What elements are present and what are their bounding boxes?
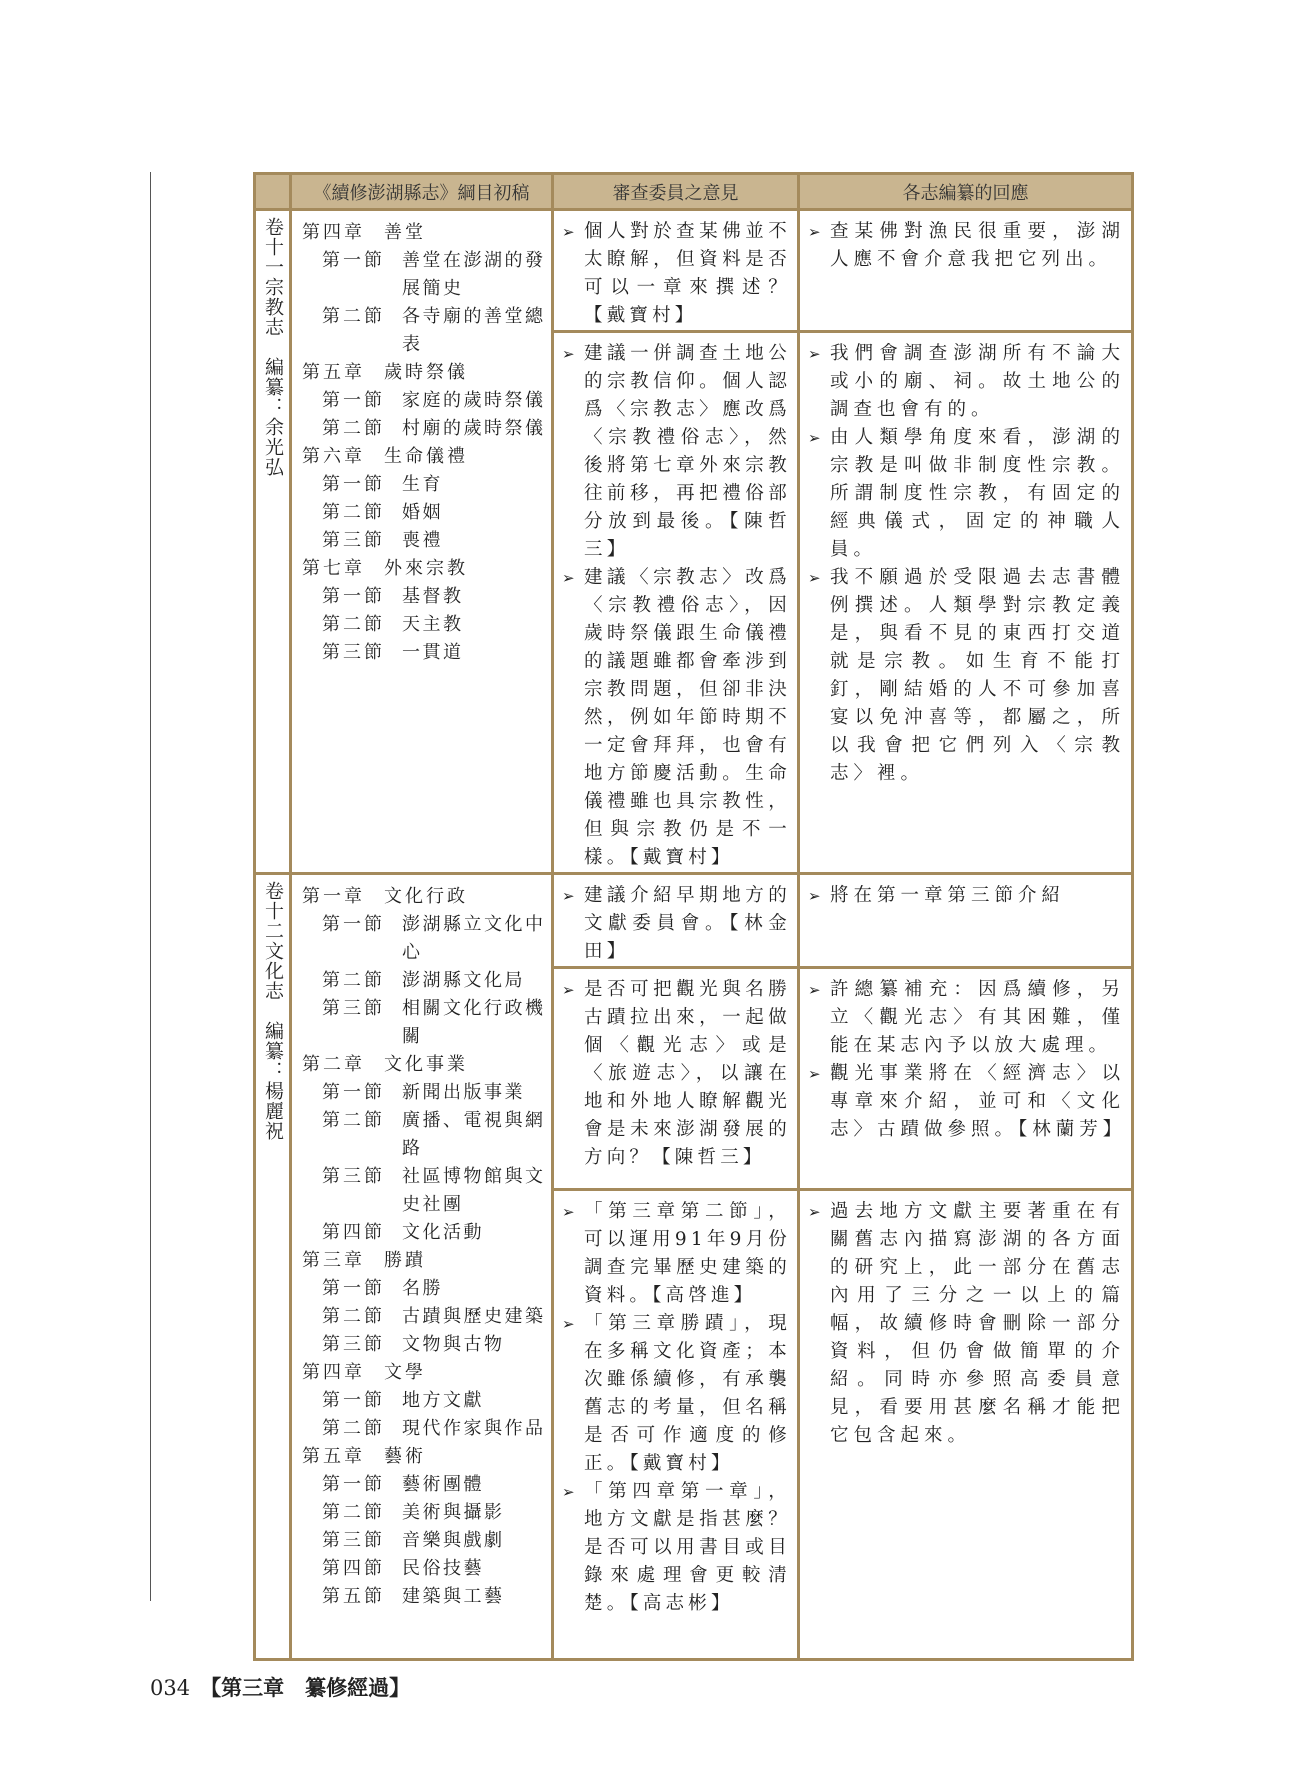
outline-title: 民俗技藝	[402, 1558, 484, 1579]
outline-title: 名勝	[402, 1278, 443, 1299]
outline-number: 第三節	[322, 998, 385, 1019]
opinion-item	[562, 976, 791, 1172]
opinion-cell	[553, 332, 799, 874]
response-cell	[799, 332, 1133, 874]
bullet-text: 將在第一章第三節介紹	[830, 885, 1066, 906]
outline-number: 第一節	[322, 586, 385, 607]
bullet-text: 許總纂補充：因爲續修，另立〈觀光志〉有其困難，僅能在某志內予以放大處理。	[830, 979, 1125, 1056]
outline-number: 第五章	[302, 362, 365, 383]
response-item	[808, 424, 1125, 564]
outline-section	[302, 995, 547, 1051]
outline-title: 村廟的歲時祭儀	[402, 418, 546, 439]
volume-cell	[255, 210, 291, 874]
outline-title: 喪禮	[402, 530, 443, 551]
outline-number: 第二章	[302, 1054, 365, 1075]
outline-number: 第一節	[322, 1474, 385, 1495]
outline-title: 文學	[384, 1362, 426, 1383]
outline-chapter	[302, 359, 547, 387]
outline-number: 第二節	[322, 418, 385, 439]
outline-number: 第一節	[322, 1390, 385, 1411]
bullet-text: 「第四章第一章」，地方文獻是指甚麼？是否可以用書目或目錄來處理會更較清楚。【高志彬】	[584, 1481, 791, 1614]
outline-title: 文化事業	[384, 1054, 468, 1075]
outline-number: 第二節	[322, 970, 385, 991]
response-item	[808, 1198, 1125, 1450]
outline-section	[302, 527, 547, 555]
outline-section	[302, 1415, 547, 1443]
bullet-text: 過去地方文獻主要著重在有關舊志內描寫澎湖的各方面的研究上，此一部分在舊志內用了三分之一以上的篇幅，故續修時會刪除一部分資料，但仍會做簡單的介紹。同時亦參照高委員意見，看要用甚麼名稱才能把它包含起來。	[830, 1201, 1125, 1446]
outline-number: 第二節	[322, 1418, 385, 1439]
volume-label: 卷十一宗教志 編纂：余光弘	[262, 217, 284, 477]
bullet-text: 我們會調查澎湖所有不論大或小的廟、祠。故土地公的調查也會有的。	[830, 343, 1125, 420]
outline-title: 藝術團體	[402, 1474, 484, 1495]
bullet-text: 建議介紹早期地方的文獻委員會。【林金田】	[584, 885, 791, 962]
outline-title: 善堂在澎湖的發展簡史	[402, 250, 546, 299]
outline-section	[302, 1163, 547, 1219]
opinion-item	[562, 882, 791, 966]
outline-section	[302, 303, 547, 359]
outline-title: 生育	[402, 474, 443, 495]
outline-number: 第三節	[322, 530, 385, 551]
outline-section	[302, 247, 547, 303]
header-response: 各志編纂的回應	[799, 174, 1133, 210]
outline-section	[302, 1219, 547, 1247]
outline-chapter	[302, 1247, 547, 1275]
bullet-text: 觀光事業將在〈經濟志〉以專章來介紹，並可和〈文化志〉古蹟做參照。【林蘭芳】	[830, 1063, 1127, 1140]
bullet-text: 「第三章第二節」，可以運用91年9月份調查完畢歷史建築的資料。【高啓進】	[584, 1201, 791, 1306]
opinion-cell	[553, 210, 799, 332]
page-number: 034	[150, 1676, 191, 1700]
outline-section	[302, 1471, 547, 1499]
outline-section	[302, 1331, 547, 1359]
arrow-bullet-icon: ➢	[562, 345, 575, 363]
outline-section	[302, 1583, 547, 1611]
volume-cell	[255, 874, 291, 1660]
outline-number: 第五節	[322, 1586, 385, 1607]
bullet-text: 我不願過於受限過去志書體例撰述。人類學對宗教定義是，與看不見的東西打交道就是宗教。如生育不能打釘，剛結婚的人不可參加喜宴以免沖喜等，都屬之，所以我會把它們列入〈宗教志〉裡。	[830, 567, 1125, 784]
outline-section	[302, 1527, 547, 1555]
outline-title: 音樂與戲劇	[402, 1530, 505, 1551]
outline-section	[302, 1275, 547, 1303]
outline-title: 生命儀禮	[384, 446, 468, 467]
outline-title: 美術與攝影	[402, 1502, 505, 1523]
outline-number: 第一節	[322, 1278, 385, 1299]
outline-section	[302, 415, 547, 443]
response-cell	[799, 1190, 1133, 1660]
header-opinion: 審查委員之意見	[553, 174, 799, 210]
outline-title: 家庭的歲時祭儀	[402, 390, 546, 411]
outline-number: 第三節	[322, 1166, 385, 1187]
outline-number: 第一節	[322, 390, 385, 411]
arrow-bullet-icon: ➢	[562, 1483, 575, 1501]
outline-title: 外來宗教	[384, 558, 468, 579]
opinion-item	[562, 218, 791, 330]
outline-title: 古蹟與歷史建築	[402, 1306, 546, 1327]
outline-number: 第四節	[322, 1222, 385, 1243]
header-volume	[255, 174, 291, 210]
opinion-cell	[553, 874, 799, 968]
outline-number: 第二節	[322, 1502, 385, 1523]
outline-section	[302, 1107, 547, 1163]
outline-section	[302, 911, 547, 967]
outline-cell	[291, 210, 553, 874]
response-cell	[799, 874, 1133, 968]
outline-title: 各寺廟的善堂總表	[402, 306, 546, 355]
outline-cell	[291, 874, 553, 1660]
response-item	[808, 976, 1125, 1060]
outline-number: 第二節	[322, 502, 385, 523]
running-chapter-title: 【第三章 纂修經過】	[200, 1675, 411, 1700]
outline-number: 第二節	[322, 614, 385, 635]
outline-title: 基督教	[402, 586, 464, 607]
outline-section	[302, 1079, 547, 1107]
table-row	[255, 210, 1133, 332]
arrow-bullet-icon: ➢	[808, 429, 821, 447]
table-header-row	[255, 174, 1133, 210]
outline-number: 第二節	[322, 1306, 385, 1327]
outline-section	[302, 611, 547, 639]
volume-label: 卷十二文化志 編纂：楊麗祝	[262, 881, 284, 1141]
outline-title: 廣播、電視與網路	[402, 1110, 546, 1159]
outline-number: 第四章	[302, 222, 365, 243]
arrow-bullet-icon: ➢	[562, 981, 575, 999]
opinion-cell	[553, 968, 799, 1190]
outline-title: 澎湖縣立文化中心	[402, 914, 546, 963]
arrow-bullet-icon: ➢	[808, 569, 821, 587]
outline-number: 第四章	[302, 1362, 365, 1383]
bullet-text: 建議一併調查土地公的宗教信仰。個人認爲〈宗教志〉應改爲〈宗教禮俗志〉，然後將第七章外來宗教往前移，再把禮俗部分放到最後。【陳哲三】	[584, 343, 791, 560]
outline-number: 第三節	[322, 1334, 385, 1355]
outline-section	[302, 387, 547, 415]
outline-title: 社區博物館與文史社團	[402, 1166, 546, 1215]
outline-number: 第四節	[322, 1558, 385, 1579]
outline-section	[302, 1387, 547, 1415]
header-outline: 《續修澎湖縣志》綱目初稿	[291, 174, 553, 210]
outline-section	[302, 583, 547, 611]
outline-number: 第三節	[322, 642, 385, 663]
outline-section	[302, 499, 547, 527]
arrow-bullet-icon: ➢	[808, 345, 821, 363]
outline-title: 澎湖縣文化局	[402, 970, 525, 991]
response-item	[808, 564, 1125, 788]
outline-number: 第一節	[322, 914, 385, 935]
outline-number: 第三章	[302, 1250, 365, 1271]
opinion-cell	[553, 1190, 799, 1660]
outline-title: 文化行政	[384, 886, 468, 907]
arrow-bullet-icon: ➢	[562, 887, 575, 905]
outline-chapter	[302, 219, 547, 247]
outline-section	[302, 639, 547, 667]
arrow-bullet-icon: ➢	[562, 1203, 575, 1221]
page-footer	[150, 1672, 410, 1702]
outline-number: 第三節	[322, 1530, 385, 1551]
response-item	[808, 1060, 1125, 1144]
opinion-item	[562, 564, 791, 872]
opinion-item	[562, 1310, 791, 1478]
bullet-text: 查某佛對漁民很重要，澎湖人應不會介意我把它列出。	[830, 221, 1125, 270]
outline-section	[302, 1555, 547, 1583]
arrow-bullet-icon: ➢	[562, 1315, 575, 1333]
opinion-item	[562, 340, 791, 564]
outline-chapter	[302, 555, 547, 583]
arrow-bullet-icon: ➢	[562, 223, 575, 241]
outline-chapter	[302, 1359, 547, 1387]
arrow-bullet-icon: ➢	[808, 981, 821, 999]
outline-number: 第六章	[302, 446, 365, 467]
opinion-item	[562, 1198, 791, 1310]
outline-title: 現代作家與作品	[402, 1418, 546, 1439]
outline-section	[302, 967, 547, 995]
outline-title: 藝術	[384, 1446, 426, 1467]
outline-number: 第一節	[322, 250, 385, 271]
arrow-bullet-icon: ➢	[808, 887, 821, 905]
outline-chapter	[302, 1443, 547, 1471]
opinion-item	[562, 1478, 791, 1618]
table-row	[255, 874, 1133, 968]
outline-number: 第一節	[322, 474, 385, 495]
outline-title: 新聞出版事業	[402, 1082, 525, 1103]
outline-number: 第二節	[322, 1110, 385, 1131]
response-item	[808, 340, 1125, 424]
bullet-text: 是否可把觀光與名勝古蹟拉出來，一起做個〈觀光志〉或是〈旅遊志〉，以讓在地和外地人瞭解觀光會是未來澎湖發展的方向？【陳哲三】	[584, 979, 791, 1168]
outline-chapter	[302, 443, 547, 471]
response-cell	[799, 210, 1133, 332]
outline-number: 第二節	[322, 306, 385, 327]
arrow-bullet-icon: ➢	[808, 1065, 821, 1083]
outline-title: 婚姻	[402, 502, 443, 523]
outline-title: 相關文化行政機關	[402, 998, 546, 1047]
outline-section	[302, 1303, 547, 1331]
outline-number: 第一節	[322, 1082, 385, 1103]
outline-title: 天主教	[402, 614, 464, 635]
response-cell	[799, 968, 1133, 1190]
outline-review-table	[253, 172, 1134, 1661]
outline-title: 善堂	[384, 222, 426, 243]
outline-title: 文物與古物	[402, 1334, 505, 1355]
arrow-bullet-icon: ➢	[562, 569, 575, 587]
outline-section	[302, 1499, 547, 1527]
outline-number: 第五章	[302, 1446, 365, 1467]
outline-number: 第一章	[302, 886, 365, 907]
margin-rule	[150, 172, 151, 1601]
outline-title: 勝蹟	[384, 1250, 426, 1271]
outline-title: 建築與工藝	[402, 1586, 505, 1607]
response-item	[808, 882, 1125, 910]
outline-section	[302, 471, 547, 499]
outline-title: 文化活動	[402, 1222, 484, 1243]
bullet-text: 個人對於查某佛並不太瞭解，但資料是否可以一章來撰述？【戴寶村】	[584, 221, 791, 326]
outline-title: 一貫道	[402, 642, 464, 663]
outline-number: 第七章	[302, 558, 365, 579]
arrow-bullet-icon: ➢	[808, 1203, 821, 1221]
outline-title: 歲時祭儀	[384, 362, 468, 383]
outline-title: 地方文獻	[402, 1390, 484, 1411]
outline-chapter	[302, 1051, 547, 1079]
outline-chapter	[302, 883, 547, 911]
response-item	[808, 218, 1125, 274]
bullet-text: 「第三章勝蹟」，現在多稱文化資產；本次雖係續修，有承襲舊志的考量，但名稱是否可作適度的修正。【戴寶村】	[584, 1313, 791, 1474]
bullet-text: 由人類學角度來看，澎湖的宗教是叫做非制度性宗教。所謂制度性宗教，有固定的經典儀式，固定的神職人員。	[830, 427, 1125, 560]
bullet-text: 建議〈宗教志〉改爲〈宗教禮俗志〉，因歲時祭儀跟生命儀禮的議題雖都會牽涉到宗教問題，但卻非決然，例如年節時期不一定會拜拜，也會有地方節慶活動。生命儀禮雖也具宗教性，但與宗教仍是不一樣。【戴寶村】	[584, 567, 791, 868]
arrow-bullet-icon: ➢	[808, 223, 821, 241]
